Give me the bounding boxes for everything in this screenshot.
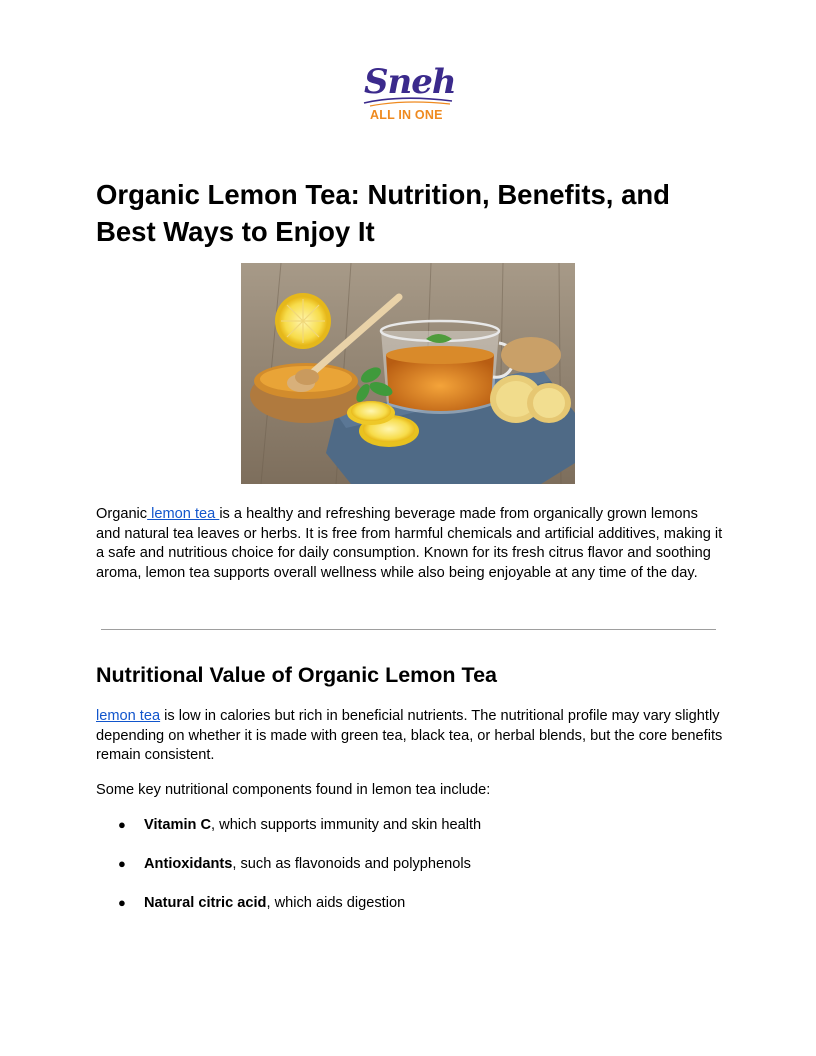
- nutrition-paragraph-text: is low in calories but rich in beneficial nutrients. The nutritional profile may vary slightly depending on whether it is made with green tea, black tea, or herbal blends, but the core benefits remain consistent.: [96, 708, 723, 764]
- bullet-rest: , which supports immunity and skin health: [211, 817, 482, 833]
- list-item: [96, 854, 716, 893]
- brand-logo[interactable]: [358, 62, 458, 128]
- lemon-tea-photo: [241, 263, 575, 484]
- bullet-bold: Vitamin C: [144, 817, 212, 833]
- intro-lead: Organic: [96, 506, 148, 522]
- nutrition-paragraph: [96, 707, 726, 766]
- intro-rest: is a healthy and refreshing beverage made from organically grown lemons and natural tea leaves or herbs. It is free from harmful chemicals and artificial additives, making it a safe and nutritious choice for daily consumption. Known for its fresh citrus flavor and soothing aroma, lemon tea supports overall wellness while also being enjoyable at any time of the day.: [96, 506, 723, 581]
- components-intro: Some key nutritional components found in lemon tea include:: [96, 782, 491, 798]
- bullet-rest: , which aids digestion: [266, 894, 406, 911]
- list-item: [96, 815, 716, 854]
- bullet-icon: ●: [118, 855, 126, 871]
- lemon-tea-link-2[interactable]: lemon tea: [96, 708, 161, 724]
- logo-wordmark: Sneh: [364, 62, 456, 102]
- bullet-bold: Natural citric acid: [144, 894, 267, 911]
- bullet-icon: ●: [118, 817, 126, 832]
- logo-swoosh-icon: [360, 94, 456, 108]
- lemon-tea-link[interactable]: lemon tea: [147, 506, 220, 522]
- section-heading: Nutritional Value of Organic Lemon Tea: [96, 663, 497, 687]
- intro-paragraph: [96, 505, 726, 583]
- bullet-bold: Antioxidants: [144, 855, 233, 872]
- nutrient-list: [96, 815, 716, 931]
- page-title: Organic Lemon Tea: Nutrition, Benefits, and Best Ways to Enjoy It: [96, 179, 670, 247]
- section-divider: [101, 629, 716, 630]
- hero-image: [241, 263, 575, 484]
- list-item: [96, 893, 716, 932]
- bullet-icon: ●: [118, 894, 126, 910]
- logo-tagline: ALL IN ONE: [370, 108, 443, 122]
- bullet-rest: , such as flavonoids and polyphenols: [232, 855, 471, 872]
